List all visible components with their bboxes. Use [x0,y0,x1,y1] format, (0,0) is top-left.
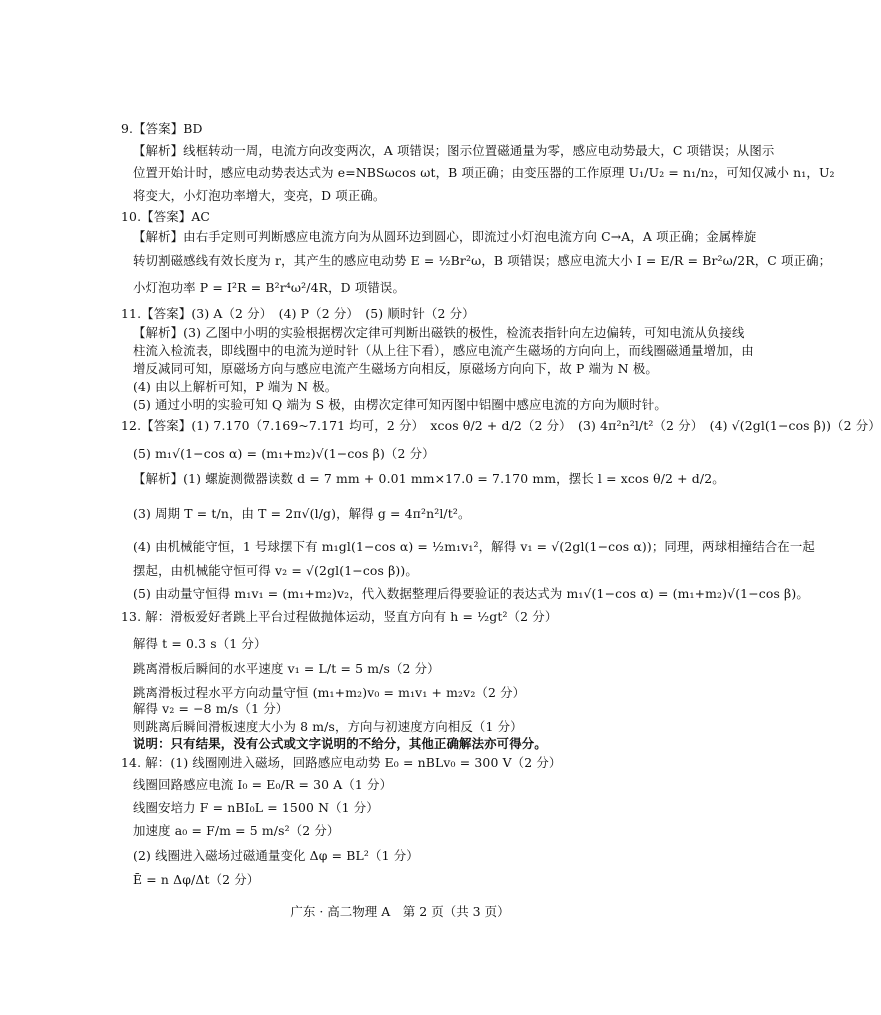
answer-14-heading: 14. 解：(1) 线圈刚进入磁场，回路感应电动势 E₀ = nBLv₀ = 300 V（2 分） [121,755,562,770]
answer-11-analysis-line-3: 增反减同可知，原磁场方向与感应电流产生磁场方向相反，原磁场方向向下，故 P 端为 N 极。 [133,361,658,376]
answer-12-analysis-line-2: (3) 周期 T = t/n，由 T = 2π√(l/g)，解得 g = 4π²n²l/t²。 [133,506,471,521]
answer-13-line-2: 解得 t = 0.3 s（1 分） [133,636,267,651]
answer-13-line-4: 跳离滑板过程水平方向动量守恒 (m₁+m₂)v₀ = m₁v₁ + m₂v₂（2 分） [133,685,526,700]
answer-13-line-3: 跳离滑板后瞬间的水平速度 v₁ = L/t = 5 m/s（2 分） [133,661,440,676]
answer-10-heading: 10.【答案】AC [121,209,211,224]
answer-14-line-4: 加速度 a₀ = F/m = 5 m/s²（2 分） [133,823,340,838]
page-footer: 广东 · 高二物理 A 第 2 页（共 3 页） [290,904,510,919]
answer-10-analysis-line-2: 转切割磁感线有效长度为 r，其产生的感应电动势 E = ½Br²ω，B 项错误；感应电流大小 I = E/R = Br²ω/2R，C 项正确； [133,253,832,268]
answer-12-analysis-line-5: (5) 由动量守恒得 m₁v₁ = (m₁+m₂)v₂，代入数据整理后得要验证的表达式为 m₁√(1−cos α) = (m₁+m₂)√(1−cos β)。 [133,586,809,601]
answer-12-answer-line-2: (5) m₁√(1−cos α) = (m₁+m₂)√(1−cos β)（2 分） [133,446,435,461]
answer-11-analysis-line-5: (5) 通过小明的实验可知 Q 端为 S 极，由楞次定律可知丙图中铝圈中感应电流的方向为顺时针。 [133,397,667,412]
grading-note: 说明：只有结果，没有公式或文字说明的不给分，其他正确解法亦可得分。 [133,736,547,751]
answer-11-analysis-line-2: 柱流入检流表，即线圈中的电流为逆时针（从上往下看），感应电流产生磁场的方向向上，而线圈磁通量增加，由 [133,343,754,358]
answer-14-line-3: 线圈安培力 F = nBI₀L = 1500 N（1 分） [133,800,379,815]
answer-10-analysis-line-3: 小灯泡功率 P = I²R = B²r⁴ω²/4R，D 项错误。 [133,280,405,295]
answer-13-heading: 13. 解：滑板爱好者跳上平台过程做抛体运动，竖直方向有 h = ½gt²（2 分） [121,609,558,624]
answer-9-analysis-line-1: 【解析】线框转动一周，电流方向改变两次，A 项错误；图示位置磁通量为零，感应电动势最大，C 项错误；从图示 [133,143,775,158]
answer-9-analysis-line-3: 将变大，小灯泡功率增大，变亮，D 项正确。 [133,188,386,203]
answer-9-heading: 9.【答案】BD [121,121,203,136]
answer-13-line-6: 则跳离后瞬间滑板速度大小为 8 m/s，方向与初速度方向相反（1 分） [133,719,523,734]
answer-12-analysis-line-3: (4) 由机械能守恒，1 号球摆下有 m₁gl(1−cos α) = ½m₁v₁²，解得 v₁ = √(2gl(1−cos α))；同理，两球相撞结合在一起 [133,539,815,554]
answer-10-analysis-line-1: 【解析】由右手定则可判断感应电流方向为从圆环边到圆心，即流过小灯泡电流方向 C→A，A 项正确；金属棒旋 [133,229,757,244]
answer-11-heading: 11.【答案】(3) A（2 分） (4) P（2 分） (5) 顺时针（2 分） [121,306,475,321]
answer-9-analysis-line-2: 位置开始计时，感应电动势表达式为 e=NBSωcos ωt，B 项正确；由变压器的工作原理 U₁/U₂ = n₁/n₂，可知仅减小 n₁，U₂ [133,165,835,180]
answer-12-analysis-line-4: 摆起，由机械能守恒可得 v₂ = √(2gl(1−cos β))。 [133,563,418,578]
answer-14-line-6: Ē = n Δφ/Δt（2 分） [133,872,260,887]
answer-12-analysis-line-1: 【解析】(1) 螺旋测微器读数 d = 7 mm + 0.01 mm×17.0 = 7.170 mm，摆长 l = xcos θ/2 + d/2。 [133,471,725,486]
answer-14-line-2: 线圈回路感应电流 I₀ = E₀/R = 30 A（1 分） [133,777,393,792]
answer-12-heading: 12.【答案】(1) 7.170（7.169~7.171 均可，2 分） xcos θ/2 + d/2（2 分） (3) 4π²n²l/t²（2 分） (4) √(2gl(1−cos β))（2 分） [121,418,881,433]
answer-11-analysis-line-4: (4) 由以上解析可知，P 端为 N 极。 [133,379,338,394]
answer-11-analysis-line-1: 【解析】(3) 乙图中小明的实验根据楞次定律可判断出磁铁的极性，检流表指针向左边偏转，可知电流从负接线 [133,325,745,340]
answer-13-line-5: 解得 v₂ = −8 m/s（1 分） [133,701,289,716]
answer-14-line-5: (2) 线圈进入磁场过磁通量变化 Δφ = BL²（1 分） [133,848,419,863]
